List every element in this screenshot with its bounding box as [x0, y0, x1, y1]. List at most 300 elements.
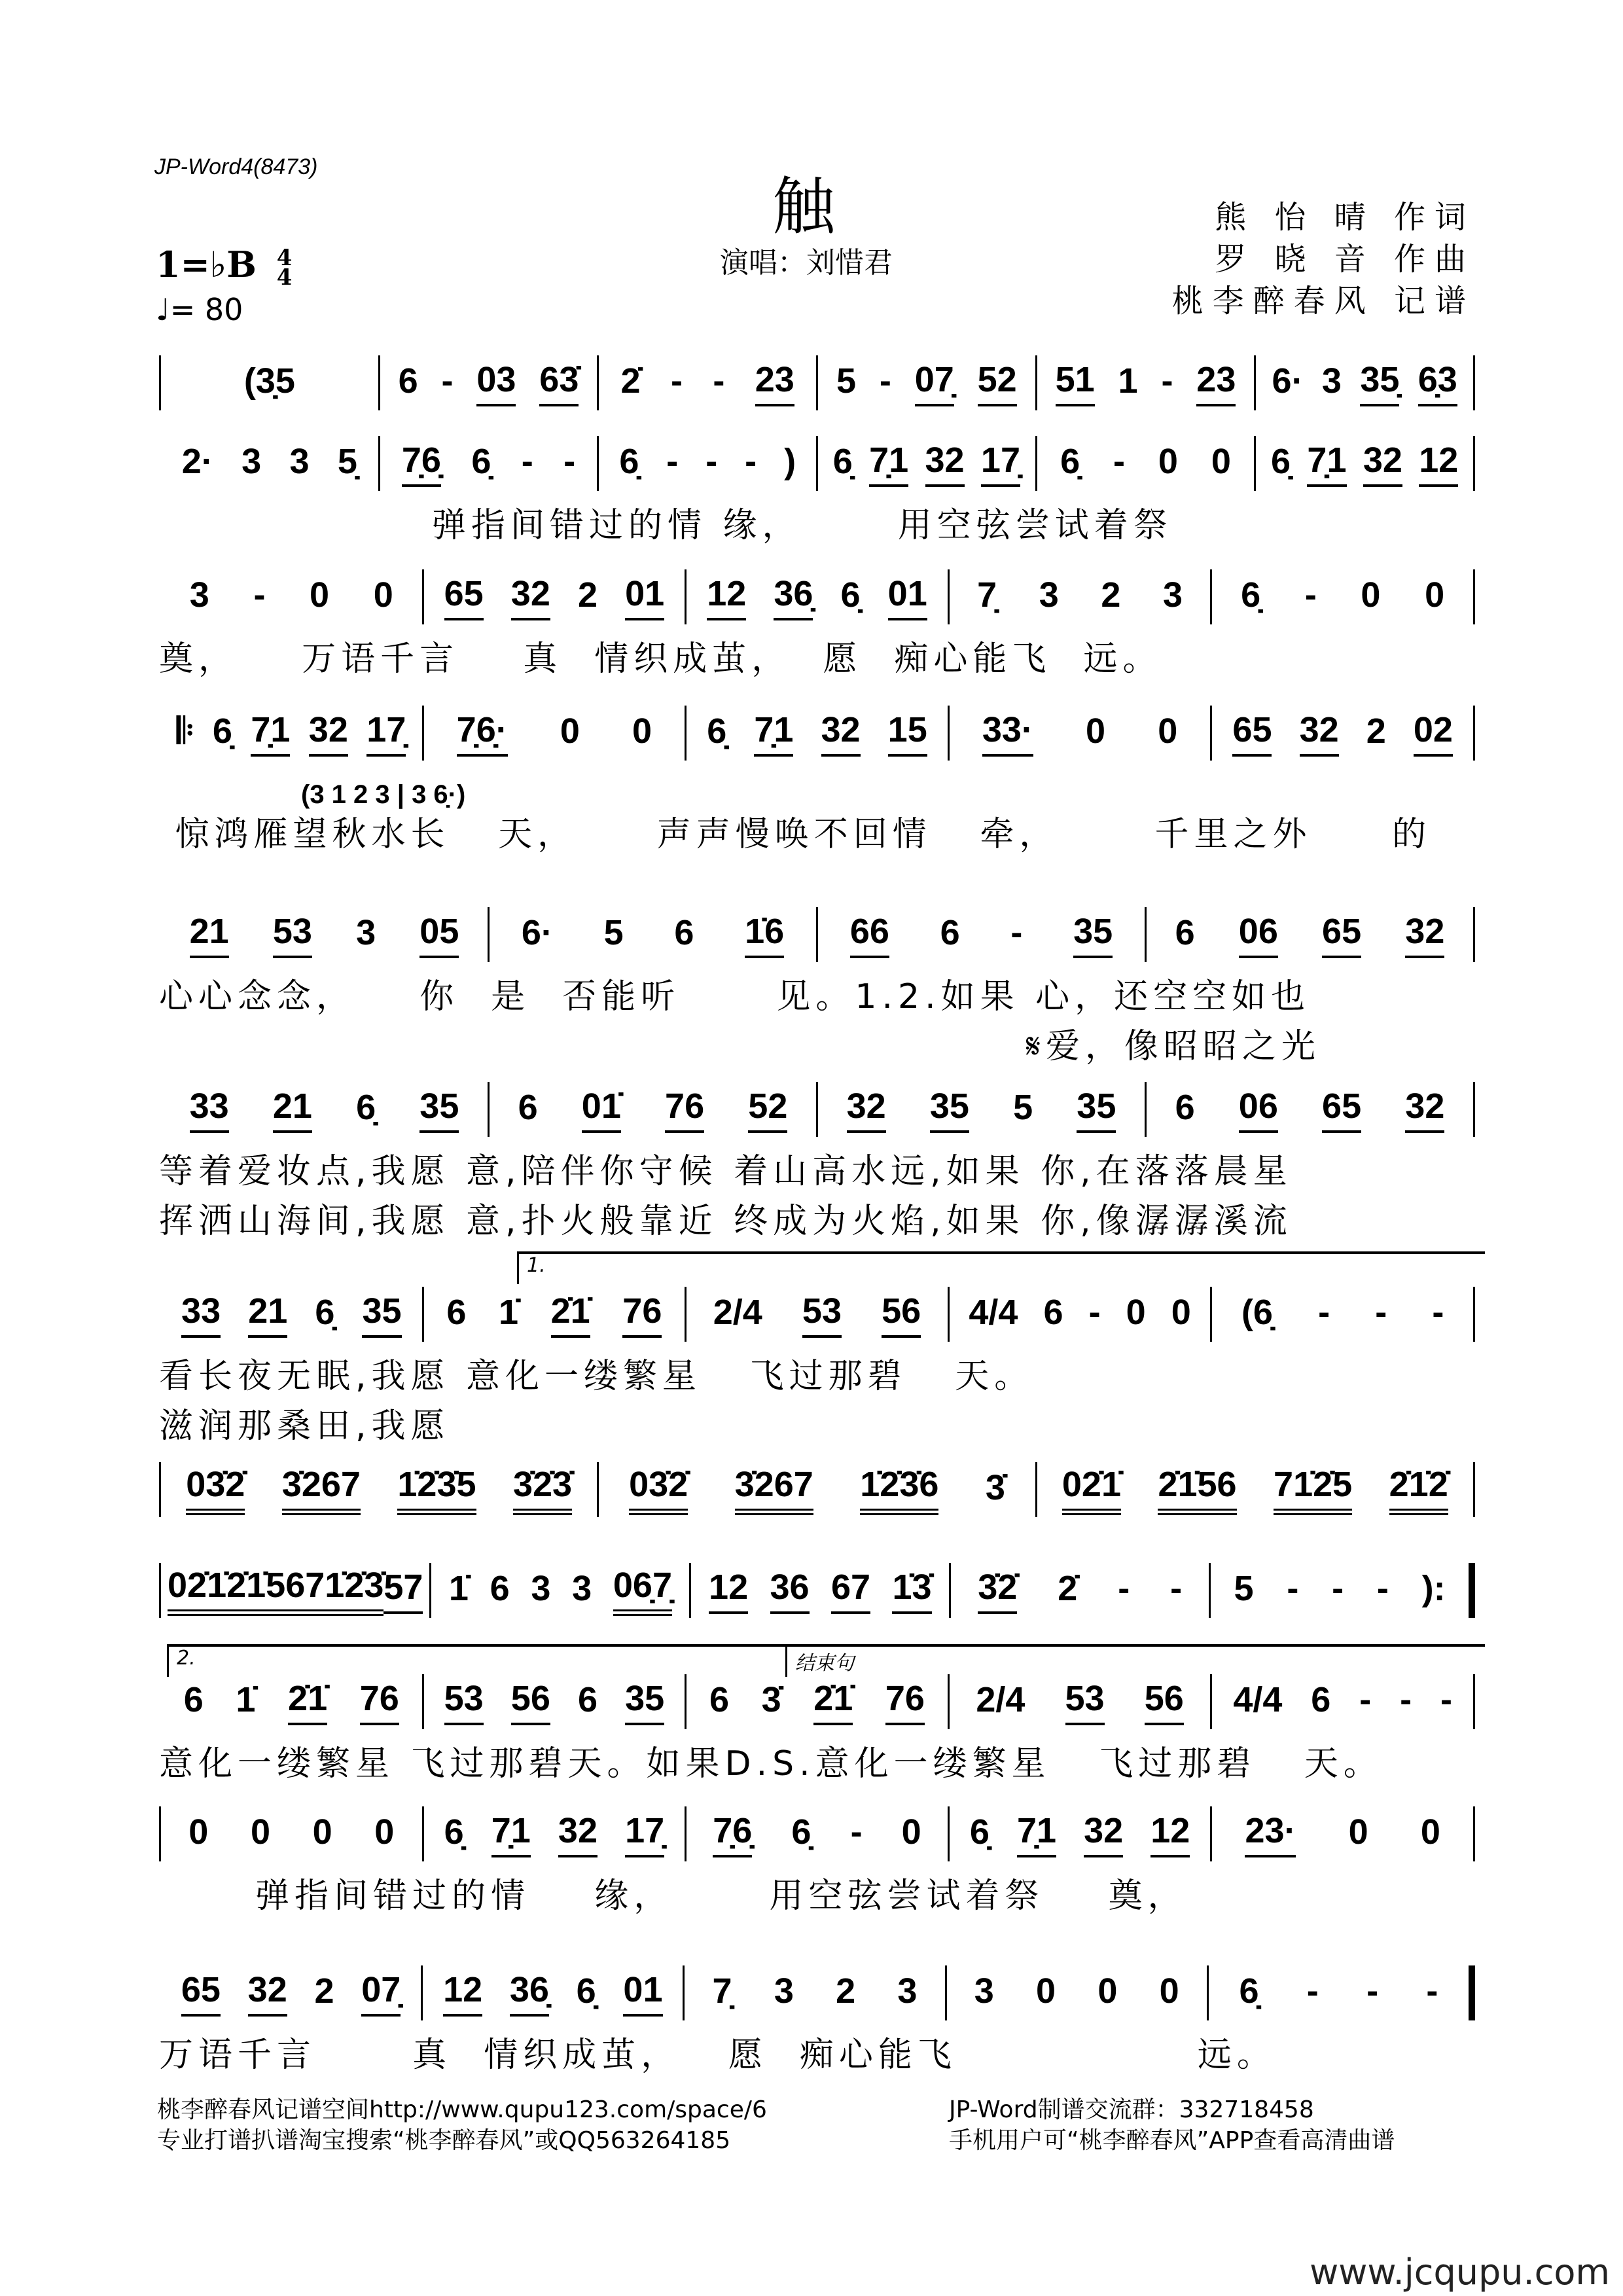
- note-group: -: [1332, 1569, 1344, 1608]
- note-group: 2: [836, 1971, 856, 2011]
- measure: [691, 1567, 949, 1614]
- note-group: 76: [885, 1678, 925, 1725]
- note-group: 0: [560, 711, 580, 751]
- measure: [1212, 1810, 1473, 1857]
- note-group: 0: [250, 1812, 270, 1852]
- measure: [161, 1812, 422, 1856]
- measure: [161, 1291, 422, 1338]
- note-group: 3: [241, 442, 262, 481]
- note-group: 6̣: [576, 1971, 596, 2011]
- notation-row: [159, 571, 1475, 623]
- note-group: 6̣: [315, 1293, 335, 1332]
- note-group: 3̇: [761, 1680, 781, 1719]
- note-group: 0: [1126, 1293, 1146, 1332]
- measure: [1147, 1086, 1473, 1133]
- note-group: 0: [1159, 1971, 1179, 2011]
- barline: [1469, 1965, 1475, 2020]
- note-group: 0: [632, 711, 652, 751]
- note-group: 17̣: [625, 1810, 664, 1857]
- notation-row: [159, 908, 1475, 961]
- note-group: 56: [511, 1678, 550, 1725]
- note-group: 53: [1065, 1678, 1105, 1725]
- barline: [1473, 706, 1475, 761]
- note-group: 5: [603, 913, 624, 952]
- note-group: 0: [1348, 1812, 1368, 1852]
- note-group: 6: [446, 1293, 467, 1332]
- note-group: 6̣: [356, 1088, 376, 1127]
- note-group: 0: [1171, 1293, 1191, 1332]
- note-group: -: [1304, 575, 1317, 615]
- note-group: -: [1170, 1569, 1183, 1608]
- note-group: 1̇2̇3̇6: [860, 1464, 938, 1515]
- note-group: 07̣: [915, 359, 954, 406]
- note-group: 6̣: [969, 1812, 990, 1852]
- note-group: 36̣: [510, 1969, 549, 2017]
- note-group: -: [745, 442, 757, 481]
- key-signature: [156, 243, 293, 291]
- measure: [818, 1086, 1145, 1133]
- note-group: 2̇1̇2̇: [1389, 1464, 1448, 1515]
- note-group: 0: [1361, 575, 1381, 615]
- measure: [1211, 1568, 1469, 1613]
- time-top: 4: [276, 244, 293, 271]
- note-group: 36: [770, 1567, 810, 1614]
- measure: [687, 1291, 948, 1338]
- note-group: 7̣1: [1307, 440, 1346, 487]
- notation-row: [159, 1967, 1475, 2019]
- note-group: 76: [360, 1678, 399, 1725]
- measure: [1212, 575, 1473, 619]
- note-group: 65: [1322, 911, 1361, 958]
- note-group: 6̣: [444, 1812, 464, 1852]
- measure: [424, 709, 685, 757]
- note-group: 6: [709, 1680, 730, 1719]
- note-group: 2̇: [1058, 1569, 1078, 1608]
- note-group: 6: [577, 1680, 597, 1719]
- measure: [687, 709, 948, 757]
- measure: [161, 1678, 422, 1725]
- note-group: 0: [188, 1812, 209, 1852]
- note-group: 0: [1211, 442, 1231, 481]
- note-group: 3̇2̇: [978, 1567, 1017, 1614]
- measure: [687, 1678, 948, 1725]
- note-group: 23: [1196, 359, 1236, 406]
- note-group: 6̣: [212, 711, 232, 751]
- footer-line2-left: 专业打谱扒谱淘宝搜索“桃李醉春风”或QQ563264185: [157, 2127, 731, 2154]
- note-group: 6·: [1272, 361, 1304, 401]
- measure: [431, 1565, 689, 1616]
- barline: [1473, 1806, 1475, 1861]
- note-group: 0: [1158, 442, 1178, 481]
- note-group: 63̇: [539, 359, 579, 406]
- note-group: 6̣: [1271, 442, 1291, 481]
- footer-line1-right: JP-Word制谱交流群：332718458: [949, 2096, 1314, 2123]
- note-group: 65: [181, 1969, 221, 2017]
- note-group: 0: [1425, 575, 1445, 615]
- note-group: 3: [974, 1971, 994, 2011]
- barline: [1473, 1082, 1475, 1137]
- measure: [1256, 440, 1473, 487]
- note-group: 6: [674, 913, 694, 952]
- note-group: 07̣: [361, 1969, 401, 2017]
- note-group: 6: [1175, 1088, 1195, 1127]
- measure: [161, 1565, 429, 1616]
- note-group: 32: [248, 1969, 287, 2017]
- note-group: 5: [1234, 1569, 1254, 1608]
- note-group: 32: [558, 1810, 597, 1857]
- note-group: 02: [1414, 709, 1453, 757]
- note-group: 2·: [181, 442, 213, 481]
- note-group: 1̇3̇: [892, 1567, 931, 1614]
- barline: [1473, 907, 1475, 962]
- note-group: 7̣: [977, 575, 997, 615]
- lyrics-line: 弹指间错过的情 缘， 用空弦尝试着祭 奠，: [159, 1876, 1187, 1916]
- note-group: 53: [802, 1291, 842, 1338]
- note-group: 02̇1̇: [168, 1565, 226, 1616]
- note-group: 2̇1̇56: [1158, 1464, 1236, 1515]
- note-group: 23·: [1245, 1810, 1296, 1857]
- notation-row: [159, 1676, 1475, 1728]
- measure: [687, 573, 948, 620]
- note-group: 7̣1: [869, 440, 908, 487]
- note-group: 2: [314, 1971, 334, 2011]
- note-group: 32: [821, 709, 861, 757]
- note-group: 21: [190, 911, 229, 958]
- note-group: -: [1113, 442, 1126, 481]
- note-group: 7̣6̣: [402, 440, 441, 487]
- note-group: 12: [1419, 440, 1458, 487]
- note-group: 0: [1420, 1812, 1440, 1852]
- note-group: 3: [531, 1569, 551, 1608]
- measure: [423, 1969, 683, 2017]
- note-group: 51: [1056, 359, 1095, 406]
- software-label: JP-Word4(8473): [154, 154, 318, 179]
- note-group: 2̇1̇: [288, 1678, 327, 1725]
- lyrics-line: 看长夜无眠,我愿 意化一缕繁星 飞过那碧 天。: [159, 1357, 1034, 1396]
- song-title: 触: [772, 170, 835, 243]
- note-group: 53: [273, 911, 312, 958]
- note-group: 35: [362, 1291, 401, 1338]
- time-signature: [276, 244, 293, 291]
- lyrics-line: 𝄋爱，像昭昭之光: [159, 1027, 1321, 1066]
- note-group: 4/4: [1233, 1680, 1283, 1719]
- note-group: 6̣: [1239, 1971, 1259, 2011]
- note-group: 2̇1̇: [813, 1678, 853, 1725]
- note-group: 7̣1: [251, 709, 290, 757]
- note-group: 66: [850, 911, 889, 958]
- note-group: 15: [888, 709, 927, 757]
- note-group: 21: [273, 1086, 312, 1133]
- note-group: 53: [444, 1678, 484, 1725]
- note-group: 0: [1158, 711, 1178, 751]
- note-group: 2̇: [620, 361, 641, 401]
- note-group: 35: [625, 1678, 664, 1725]
- note-group: -: [1375, 1293, 1387, 1332]
- note-group: 6̣: [1060, 442, 1080, 481]
- note-group: 6̣: [1241, 575, 1261, 615]
- notation-row: [159, 1808, 1475, 1860]
- note-group: 17̣: [981, 440, 1020, 487]
- note-group: 3̇2̇3̇: [513, 1464, 572, 1515]
- note-group: 1̇: [499, 1293, 519, 1332]
- note-group: 33·: [982, 709, 1033, 757]
- barline: [1473, 1674, 1475, 1729]
- note-group: 33: [181, 1291, 221, 1338]
- notation-row: [159, 1083, 1475, 1136]
- note-group: 01: [625, 573, 664, 620]
- note-group: 7̣1: [491, 1810, 531, 1857]
- note-group: 3: [1039, 575, 1059, 615]
- note-group: 0: [1036, 1971, 1056, 2011]
- measure: [1212, 709, 1473, 757]
- lyrics-line: 万语千言 真 情织成茧， 愿 痴心能飞 远。: [159, 2036, 1276, 2075]
- measure: [424, 1678, 685, 1725]
- note-group: -: [1440, 1680, 1452, 1719]
- note-group: -: [705, 442, 718, 481]
- measure: [599, 359, 816, 406]
- measure: [424, 1810, 685, 1857]
- note-group: 7̣: [712, 1971, 732, 2011]
- note-group: 2/4: [713, 1293, 762, 1332]
- note-group: -: [521, 442, 533, 481]
- note-group: 03: [476, 359, 516, 406]
- note-group: 65: [444, 573, 484, 620]
- note-group: 3: [1163, 575, 1183, 615]
- measure: [1037, 441, 1255, 486]
- barline: [1473, 569, 1475, 624]
- note-group: -: [1010, 913, 1023, 952]
- note-group: -: [713, 361, 725, 401]
- notation-row: [159, 1288, 1475, 1340]
- note-group: -: [1161, 361, 1173, 401]
- note-group: ):: [1421, 1569, 1446, 1608]
- note-group: 6̣: [832, 442, 853, 481]
- measure: [1209, 1971, 1469, 2015]
- note-group: -: [1426, 1971, 1438, 2011]
- note-group: 32: [511, 573, 550, 620]
- volta-ending: 结束句: [785, 1644, 1485, 1677]
- notation-row: [159, 707, 1475, 759]
- measure: [950, 1292, 1211, 1336]
- lyrics-line: 弹指间错过的情 缘， 用空弦尝试着祭: [159, 506, 1173, 545]
- note-group: 06̣7̣: [613, 1565, 672, 1616]
- measure: [161, 1464, 597, 1515]
- measure: [599, 441, 816, 486]
- note-group: 6̣3: [1418, 359, 1457, 406]
- measure: [685, 1971, 944, 2015]
- note-group: -: [670, 361, 683, 401]
- note-group: 17̣: [366, 709, 406, 757]
- note-group: 0: [901, 1812, 921, 1852]
- note-group: 2̇1̇56: [226, 1565, 305, 1616]
- measure: [951, 1567, 1209, 1614]
- note-group: 56: [1145, 1678, 1184, 1725]
- lyrics-line: 滋润那桑田,我愿: [159, 1407, 450, 1446]
- note-group: 6: [1311, 1680, 1331, 1719]
- note-group: -: [1118, 1569, 1130, 1608]
- note-group: 3: [572, 1569, 592, 1608]
- measure: [818, 440, 1035, 487]
- note-group: 1̇2̇3̇5: [397, 1464, 476, 1515]
- credits: [1172, 196, 1475, 322]
- note-group: 33: [190, 1086, 229, 1133]
- notation-row: [159, 437, 1475, 490]
- note-group: (6̣: [1241, 1293, 1273, 1332]
- note-group: 76: [622, 1291, 662, 1338]
- note-group: -: [1366, 1971, 1379, 2011]
- measure: [490, 1086, 816, 1133]
- note-group: 21: [248, 1291, 287, 1338]
- note-group: 06: [1239, 1086, 1278, 1133]
- note-group: 12: [1150, 1810, 1190, 1857]
- measure: [950, 709, 1211, 757]
- note-group: 7̣1: [1017, 1810, 1056, 1857]
- note-group: 12: [709, 1567, 748, 1614]
- note-group: 35: [1073, 911, 1113, 958]
- measure: [161, 709, 422, 757]
- barline: [1473, 355, 1475, 410]
- note-group: 4/4: [969, 1293, 1018, 1332]
- note-group: -: [1359, 1680, 1372, 1719]
- note-group: 0: [312, 1812, 332, 1852]
- note-group: -: [850, 1812, 863, 1852]
- note-group: -: [1400, 1680, 1412, 1719]
- note-group: 1̇: [236, 1680, 256, 1719]
- note-group: 32: [1363, 440, 1402, 487]
- note-group: 2: [1366, 711, 1386, 751]
- note-group: 23: [755, 359, 794, 406]
- measure: [161, 575, 422, 619]
- note-group: 1: [1118, 361, 1138, 401]
- time-bottom: 4: [276, 264, 293, 291]
- lyrics-line: 惊鸿雁望秋水长 天， 声声慢唤不回情 牵， 千里之外 的: [159, 815, 1432, 854]
- note-group: 03̇2̇: [629, 1464, 688, 1515]
- note-group: 32: [1405, 1086, 1444, 1133]
- note-group: 03̇2̇: [186, 1464, 245, 1515]
- note-group: 57: [383, 1567, 423, 1614]
- watermark: www.jcqupu.com: [1310, 2251, 1610, 2293]
- footer-line2-right: 手机用户可“桃李醉春风”APP查看高清曲谱: [949, 2127, 1395, 2154]
- note-group: -: [1432, 1293, 1444, 1332]
- note-group: -: [441, 361, 454, 401]
- note-group: 5̣: [337, 442, 357, 481]
- footer-line1-left: 桃李醉春风记谱空间http://www.qupu123.com/space/6: [157, 2096, 767, 2123]
- note-group: 0: [374, 1812, 395, 1852]
- note-group: 5: [1013, 1088, 1033, 1127]
- barline: [1473, 436, 1475, 491]
- note-group: 65: [1232, 709, 1272, 757]
- note-group: -: [1318, 1293, 1330, 1332]
- note-group: 3̇267: [735, 1464, 813, 1515]
- note-group: 2/4: [976, 1680, 1026, 1719]
- measure: [161, 911, 488, 958]
- measure: [947, 1971, 1207, 2015]
- note-group: 35: [930, 1086, 969, 1133]
- note-group: 1̇6: [745, 911, 784, 958]
- note-group: 01: [888, 573, 927, 620]
- measure: [490, 911, 816, 958]
- note-group: 6: [398, 361, 418, 401]
- notation-row: [159, 1564, 1475, 1617]
- measure: [424, 1291, 685, 1338]
- notation-row: [159, 357, 1475, 409]
- note-group: 0: [373, 575, 393, 615]
- note-group: 12: [443, 1969, 482, 2017]
- composer: 罗 晓 音 作曲: [1215, 241, 1475, 278]
- note-group: -: [563, 442, 576, 481]
- note-group: 6̣: [471, 442, 491, 481]
- barline: [1469, 1563, 1475, 1618]
- note-group: 35: [1077, 1086, 1116, 1133]
- note-group: 32: [1405, 911, 1444, 958]
- transcriber: 桃李醉春风 记谱: [1171, 283, 1475, 319]
- note-group: -: [1287, 1569, 1299, 1608]
- measure: [687, 1810, 948, 1857]
- note-group: 6: [940, 913, 960, 952]
- note-group: 7̣1: [754, 709, 793, 757]
- measure: [950, 1810, 1211, 1857]
- note-group: 7̣6̣·: [457, 709, 508, 757]
- note-group: (3̣5: [243, 361, 295, 401]
- measure: [818, 911, 1145, 958]
- lyrics-line: 奠， 万语千言 真 情织成茧， 愿 痴心能飞 远。: [159, 639, 1162, 679]
- note-group: 5: [836, 361, 856, 401]
- note-group: 2: [577, 575, 597, 615]
- note-group: 0: [310, 575, 330, 615]
- note-group: 3̇: [985, 1468, 1005, 1507]
- notation-row: [159, 1463, 1475, 1516]
- barline: [1473, 1462, 1475, 1517]
- note-group: 1̇: [448, 1569, 469, 1608]
- note-group: 35̣: [1360, 359, 1399, 406]
- volta-2: 2.: [167, 1644, 789, 1677]
- note-group: 6̣: [619, 442, 639, 481]
- note-group: 01: [623, 1969, 662, 2017]
- note-group: 56: [882, 1291, 921, 1338]
- singer: 演唱：刘惜君: [720, 246, 893, 279]
- ossia-notes: (3 1 2 3 | 3 6̣·): [301, 780, 466, 809]
- note-group: -: [253, 575, 266, 615]
- volta-1: 1.: [517, 1251, 1485, 1284]
- measure: [1147, 911, 1473, 958]
- note-group: 32: [309, 709, 348, 757]
- measure: [424, 573, 685, 620]
- measure: [1212, 1292, 1473, 1336]
- note-group: -: [666, 442, 679, 481]
- measure: [818, 359, 1035, 406]
- barline: [1473, 1287, 1475, 1342]
- note-group: 76: [665, 1086, 704, 1133]
- measure: [1212, 1679, 1473, 1724]
- note-group: 0: [1086, 711, 1106, 751]
- note-group: -: [1376, 1569, 1389, 1608]
- note-group: 71̇2̇5: [1274, 1464, 1352, 1515]
- note-group: 02̇1̇: [1062, 1464, 1121, 1515]
- measure: [161, 441, 378, 486]
- note-group: 52: [978, 359, 1017, 406]
- measure: [1256, 359, 1473, 406]
- note-group: 32: [847, 1086, 886, 1133]
- measure: [161, 1969, 421, 2017]
- note-group: 2̇1̇: [551, 1291, 590, 1338]
- note-group: 6: [1175, 913, 1195, 952]
- note-group: 65: [1322, 1086, 1361, 1133]
- note-group: -: [879, 361, 891, 401]
- note-group: 3̇267: [282, 1464, 361, 1515]
- note-group: 6̣: [791, 1812, 812, 1852]
- lyrics-line: 挥洒山海间,我愿 意,扑火般靠近 终成为火焰,如果 你,像潺潺溪流: [159, 1202, 1293, 1241]
- measure: [161, 1086, 488, 1133]
